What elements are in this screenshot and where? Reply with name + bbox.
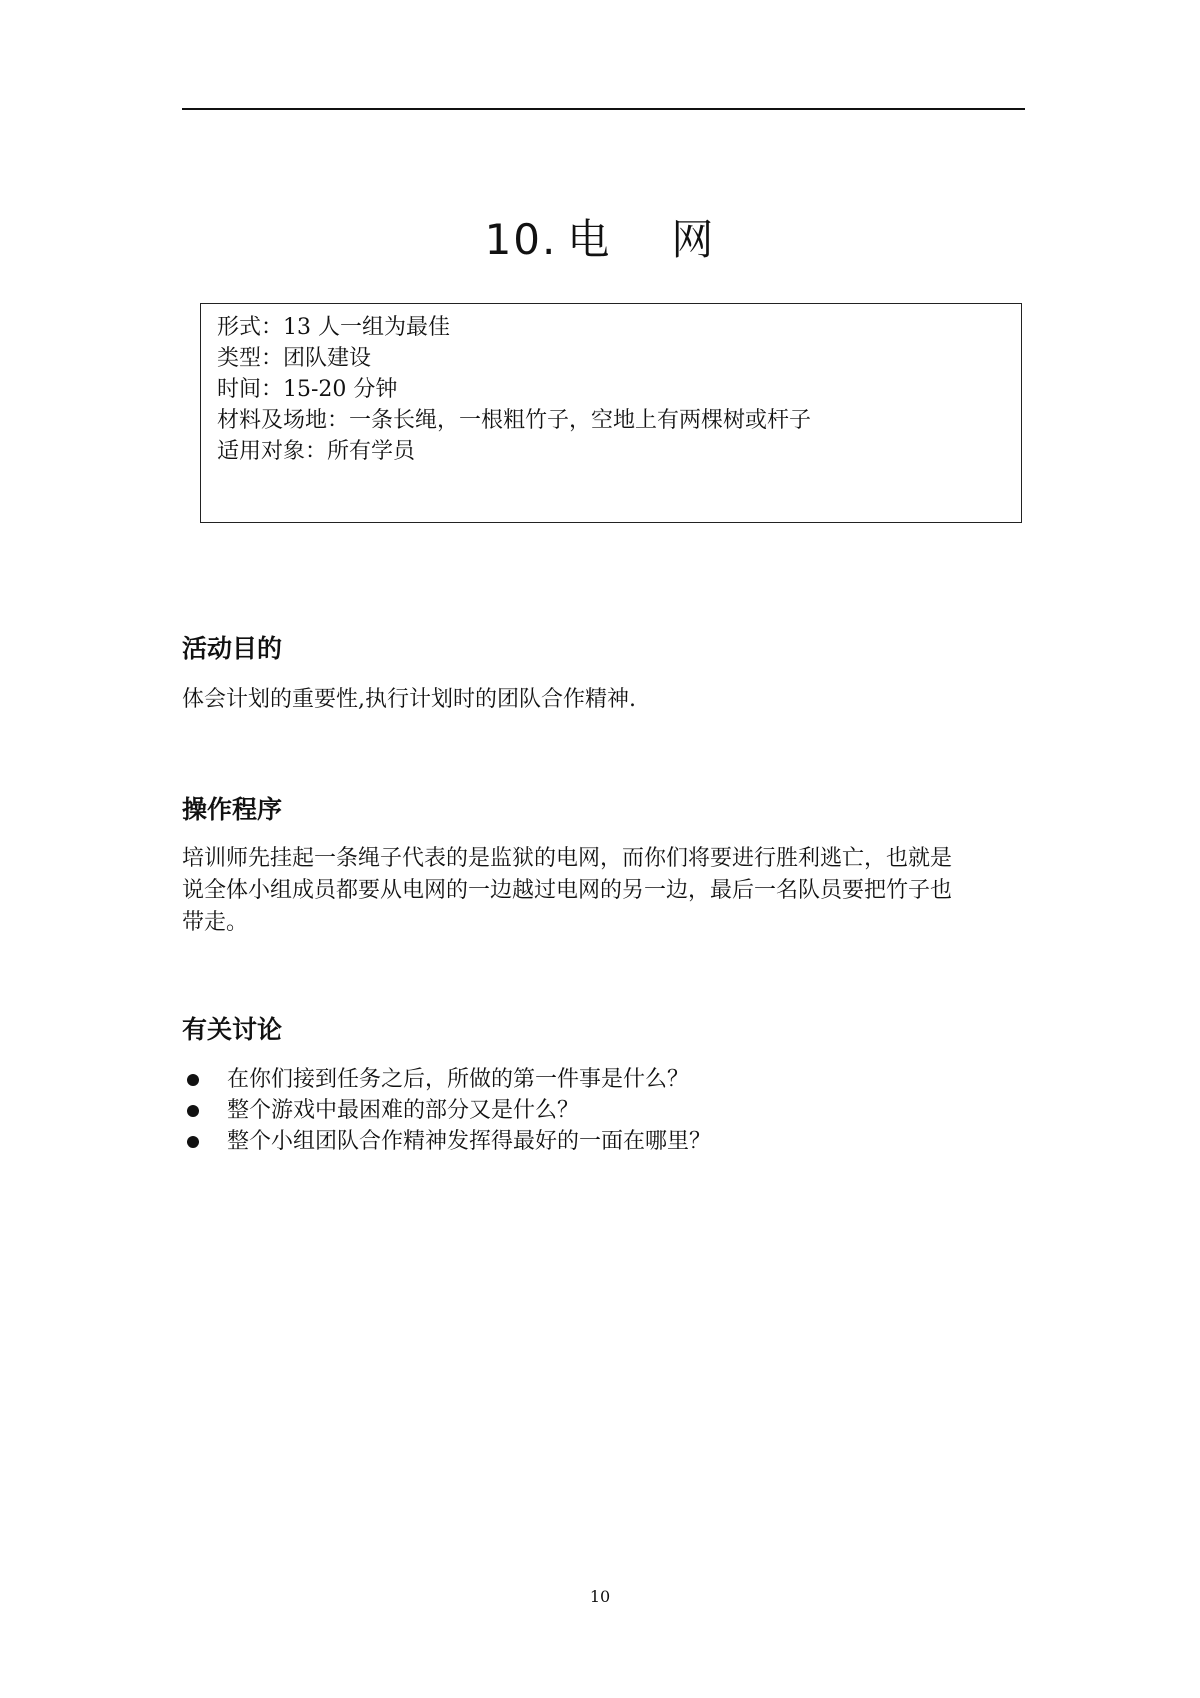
question-text: 在你们接到任务之后，所做的第一件事是什么？ [227,1067,690,1092]
purpose-text: 体会计划的重要性,执行计划时的团队合作精神. [182,687,636,712]
purpose-heading: 活动目的 [182,634,283,663]
info-type: 类型：团队建设 [217,346,372,371]
bullet-icon [187,1074,199,1086]
info-time: 时间：15-20 分钟 [217,377,398,402]
question-text: 整个游戏中最困难的部分又是什么？ [227,1098,580,1123]
list-item [182,1064,711,1095]
page-number: 10 [589,1587,611,1606]
bullet-icon [187,1105,199,1117]
info-audience: 适用对象：所有学员 [217,439,416,464]
info-format: 形式：13 人一组为最佳 [217,315,450,340]
info-materials: 材料及场地：一条长绳，一根粗竹子，空地上有两棵树或杆子 [217,408,812,433]
bullet-icon [187,1136,199,1148]
question-text: 整个小组团队合作精神发挥得最好的一面在哪里？ [227,1129,712,1154]
discussion-list [182,1064,711,1157]
procedure-line: 说全体小组成员都要从电网的一边越过电网的另一边，最后一名队员要把竹子也 [182,878,953,903]
procedure-heading: 操作程序 [182,795,283,824]
header-rule [182,108,1025,110]
title-number: 10. [484,215,558,264]
list-item [182,1095,711,1126]
discussion-heading: 有关讨论 [182,1015,283,1044]
info-box [200,303,1022,523]
procedure-line: 带走。 [182,910,249,935]
title-char-2: 网 [671,215,716,264]
page-title [0,210,1200,270]
title-char-1: 电 [567,215,612,264]
procedure-line: 培训师先挂起一条绳子代表的是监狱的电网，而你们将要进行胜利逃亡，也就是 [182,846,953,871]
procedure-text [182,843,1032,939]
list-item [182,1126,711,1157]
